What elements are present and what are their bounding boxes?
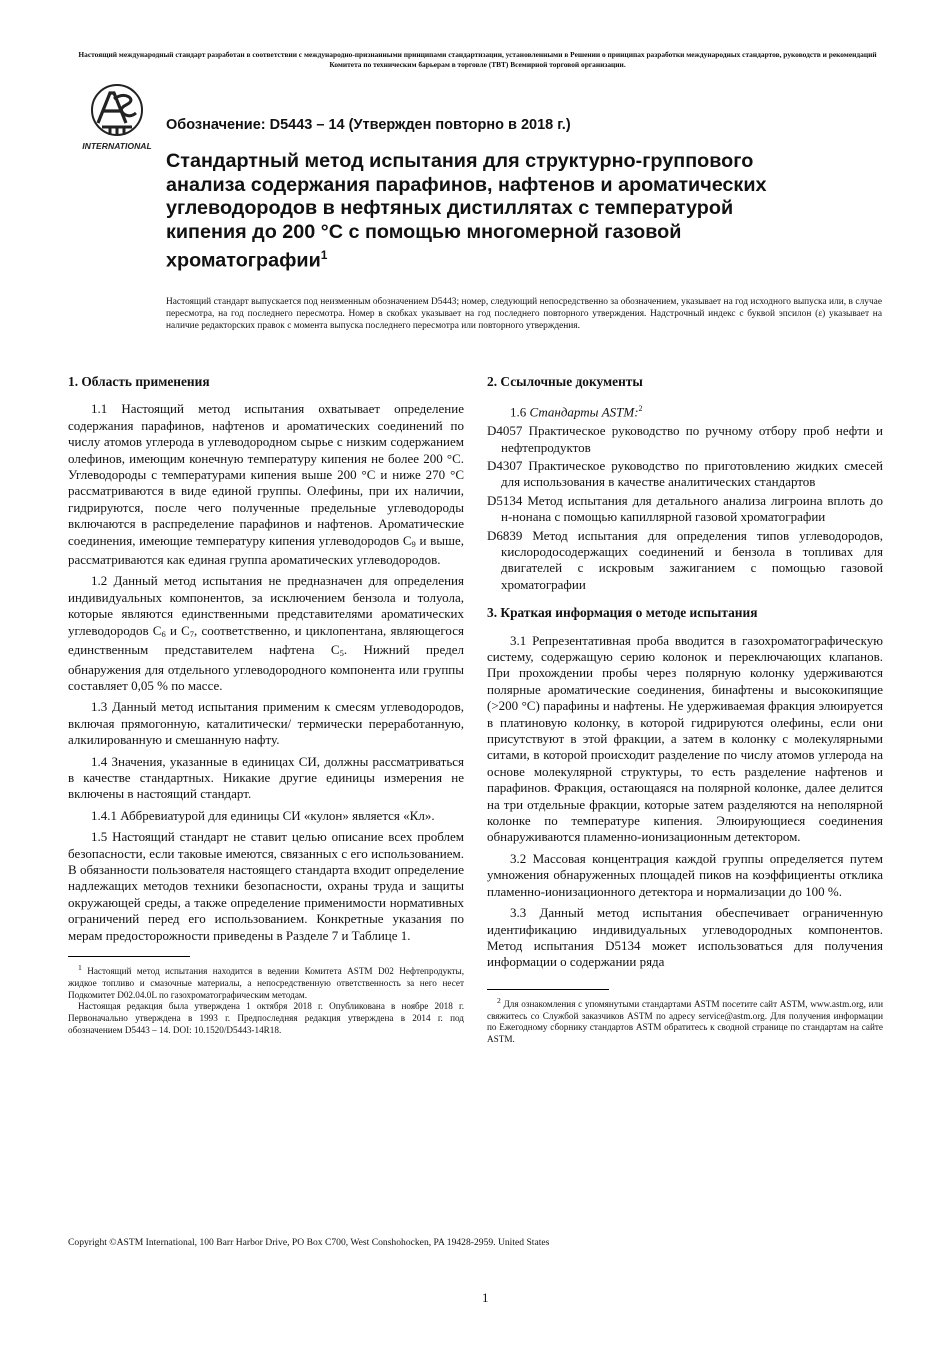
p1-2-sub3: 5 xyxy=(339,648,344,659)
paragraph-1-4-1: 1.4.1 Аббревиатурой для единицы СИ «кулон» является «Кл». xyxy=(91,807,435,823)
right-column xyxy=(487,374,883,1046)
paragraph-3-3: 3.3 Данный метод испытания обеспечивает ограниченную идентификацию индивидуальных углеводородных компонентов. Метод испытания D5134 может использоваться для получения информации о содержании ряда xyxy=(487,905,883,970)
reference-d4057 xyxy=(487,423,883,456)
copyright: Copyright ©ASTM International, 100 Barr Harbor Drive, PO Box C700, West Conshohocken, PA 19428-2959. United States xyxy=(68,1237,550,1248)
p1-2-a: 1.2 Данный метод испытания не предназначен для определения индивидуальных компонентов, за исключением бензола и толуола, которые являются единственными представителями ароматических углеводородов С xyxy=(68,573,464,638)
ref-text: Практическое руководство по ручному отбору проб нефти и нефтепродуктов xyxy=(501,423,883,455)
p1-2-b: и С xyxy=(165,622,190,638)
footnote-2-text: Для ознакомления с упомянутыми стандартами ASTM посетите сайт ASTM, www.astm.org, или свяжитесь со Службой заказчиков ASTM по адресу service@astm.org. Для получения информации по Ежегодному сборнику стандартов ASTM обратитесь к сводной странице по стандартам на сайте ASTM. xyxy=(487,998,884,1045)
title-footnote-mark: 1 xyxy=(320,248,328,262)
p1-1-sub: 9 xyxy=(411,538,416,549)
left-column xyxy=(68,374,464,1037)
logo-text: INTERNATIONAL xyxy=(82,141,152,151)
reference-d4307 xyxy=(487,458,883,491)
title-text: Стандартный метод испытания для структурно-группового анализа содержания парафинов, нафтенов и ароматических углеводородов в нефтяных дистиллятах с температурой кипения до 200 °С с помощью многомерной газовой хроматографии xyxy=(166,150,767,272)
ref-code: D4307 xyxy=(487,457,523,473)
footnote-2-rule xyxy=(487,989,609,990)
issued-note: Настоящий стандарт выпускается под неизменным обозначением D5443; номер, следующий непосредственно за обозначением, указывает на год исходного выпуска или, в случае пересмотра, на год последнего пересмотра. Номер в скобках указывает на год последнего повторного утверждения. Надстрочный индекс с буквой эпсилон (ε) указывает на наличие редакторских правок с момента выпуска последнего пересмотра или повторного утверждения. xyxy=(166,297,882,332)
paragraph-1-4: 1.4 Значения, указанные в единицах СИ, должны рассматриваться в качестве стандартных. Никакие другие единицы измерения не включены в настоящий стандарт. xyxy=(68,753,464,802)
footnote-1-text2: Настоящая редакция была утверждена 1 октября 2018 г. Опубликована в ноябре 2018 г. Первоначально утверждена в 1993 г. Предпоследняя редакция утверждена в 2014 г. под обозначением D5443 – 14. DOI: 10.1520/D5443-14R18. xyxy=(68,1001,464,1036)
astm-logo-icon xyxy=(74,83,160,153)
footnote-1-mark: 1 xyxy=(78,963,82,972)
p1-2-sub1: 6 xyxy=(161,628,166,639)
footnote-1 xyxy=(68,962,464,1037)
ref-code: D6839 xyxy=(487,527,523,543)
paragraph-1-1 xyxy=(68,401,464,568)
document-title xyxy=(166,150,806,273)
sub-mark: 2 xyxy=(638,404,643,414)
p1-2-sub2: 7 xyxy=(189,628,195,639)
paragraph-3-2: 3.2 Массовая концентрация каждой группы определяется путем умножения обнаруженных площадей пиков на коэффициенты отклика пламенно-ионизационного детектора и нормализации до 100 %. xyxy=(487,850,883,899)
section-2-heading: 2. Ссылочные документы xyxy=(487,374,643,389)
sub-label: 1.6 xyxy=(510,404,530,420)
footnote-2-mark: 2 xyxy=(497,995,501,1005)
ref-text: Метод испытания для детального анализа лигроина вплоть до н-нонана с помощью капиллярной газовой хроматографии xyxy=(501,492,883,525)
ref-code: D4057 xyxy=(487,423,523,439)
p1-2-d: . Нижний предел обнаружения для отдельного углеводородного компонента или группы составляет 0,05 % по массе. xyxy=(68,642,464,693)
paragraph-1-5: 1.5 Настоящий стандарт не ставит целью описание всех проблем безопасности, если таковые имеются, связанных с его использованием. В обязанности пользователя настоящего стандарта входит определение надлежащих методов техники безопасности, охраны труда и защиты окружающей среды, а также определение применимости нормативных ограничений перед его использованием. Конкретные указания по мерам предосторожности приведены в Разделе 7 и Таблице 1. xyxy=(68,829,464,943)
p1-2-c: , соответственно, и циклопентана, являющегося единственным представителем нафтена С xyxy=(68,622,464,658)
paragraph-1-2 xyxy=(68,573,464,694)
page-number: 1 xyxy=(482,1290,489,1305)
designation: Обозначение: D5443 – 14 (Утвержден повторно в 2018 г.) xyxy=(166,117,571,133)
p1-1-a: 1.1 Настоящий метод испытания охватывает определение содержания парафинов, нафтенов и ароматических соединений по числу атомов углерода в углеводородном сырье с низким содержанием олефинов, имеющим конечную температуру кипения не более 200 °С. Углеводороды с температурами кипения выше 200 °С и ниже 270 °С рассматриваются в виде единой группы. Олефины, при их наличии, гидрируются, после чего полученные предельные углеводороды включаются в распределение парафинов и нафтенов. Ароматические соединения, имеющие температуру кипения углеводородов С xyxy=(68,401,464,548)
section-1-heading: 1. Область применения xyxy=(68,374,210,389)
ref-text: Метод испытания для определения типов углеводородов, кислородосодержащих соединений и бензола в топливах для двигателей с искровым зажиганием с помощью газовой хроматографии xyxy=(501,527,883,592)
paragraph-3-1: 3.1 Репрезентативная проба вводится в газохроматографическую систему, содержащую серию колонок и переключающих клапанов. При прохождении пробы через полярную колонку удерживаются полярные ароматические соединения, бинафтены и высококипящие (>200 °С) парафины и нафтены. Не удерживаемая фракция элюируется в платиновую колонку, в которой гидрируются олефины, если они присутствуют в этой фракции, а затем в колонку с молекулярными ситами, в которой происходит разделение по числу атомов углерода на основе молекулярной структуры, то есть разделение нафтенов и парафинов. Фракция, остающаяся на полярной колонке, далее делится на три отдельные фракции, которые затем разделяются на неполярной колонке по температуре кипения. Элюирующиеся соединения обнаруживаются пламенно-ионизационным детектором. xyxy=(487,632,883,845)
astm-logo xyxy=(74,83,160,153)
paragraph-1-3: 1.3 Данный метод испытания применим к смесям углеводородов, включая прямогонную, каталитически/ термически переработанную, алкилированную и смешанную нафту. xyxy=(68,699,464,748)
section-3-heading: 3. Краткая информация о методе испытания xyxy=(487,605,758,621)
p1-1-b: и выше, рассматриваются как единая группа ароматических углеводородов. xyxy=(68,532,464,568)
ref-code: D5134 xyxy=(487,492,523,508)
reference-d5134 xyxy=(487,493,883,526)
sub-italic: Стандарты ASTM: xyxy=(529,404,639,420)
astm-standards-label xyxy=(487,401,883,421)
reference-d6839 xyxy=(487,528,883,594)
footnote-1-text: Настоящий метод испытания находится в ведении Комитета ASTM D02 Нефтепродукты, жидкое топливо и смазочные материалы, а непосредственную ответственность за него несет Подкомитет D02.04.0L по газохроматографическим методам. xyxy=(68,966,464,1000)
footnote-2 xyxy=(487,995,883,1046)
top-notice: Настоящий международный стандарт разработан в соответствии с международно-признанными принципами стандартизации, установленными в Решении о принципах разработки международных стандартов, руководств и рекомендаций Комитета по техническим барьерам в торговле (ТВТ) Всемирной торговой организации. xyxy=(78,50,877,69)
footnote-1-rule xyxy=(68,956,190,957)
ref-text: Практическое руководство по приготовлению жидких смесей для использования в качестве аналитических стандартов xyxy=(501,457,883,490)
